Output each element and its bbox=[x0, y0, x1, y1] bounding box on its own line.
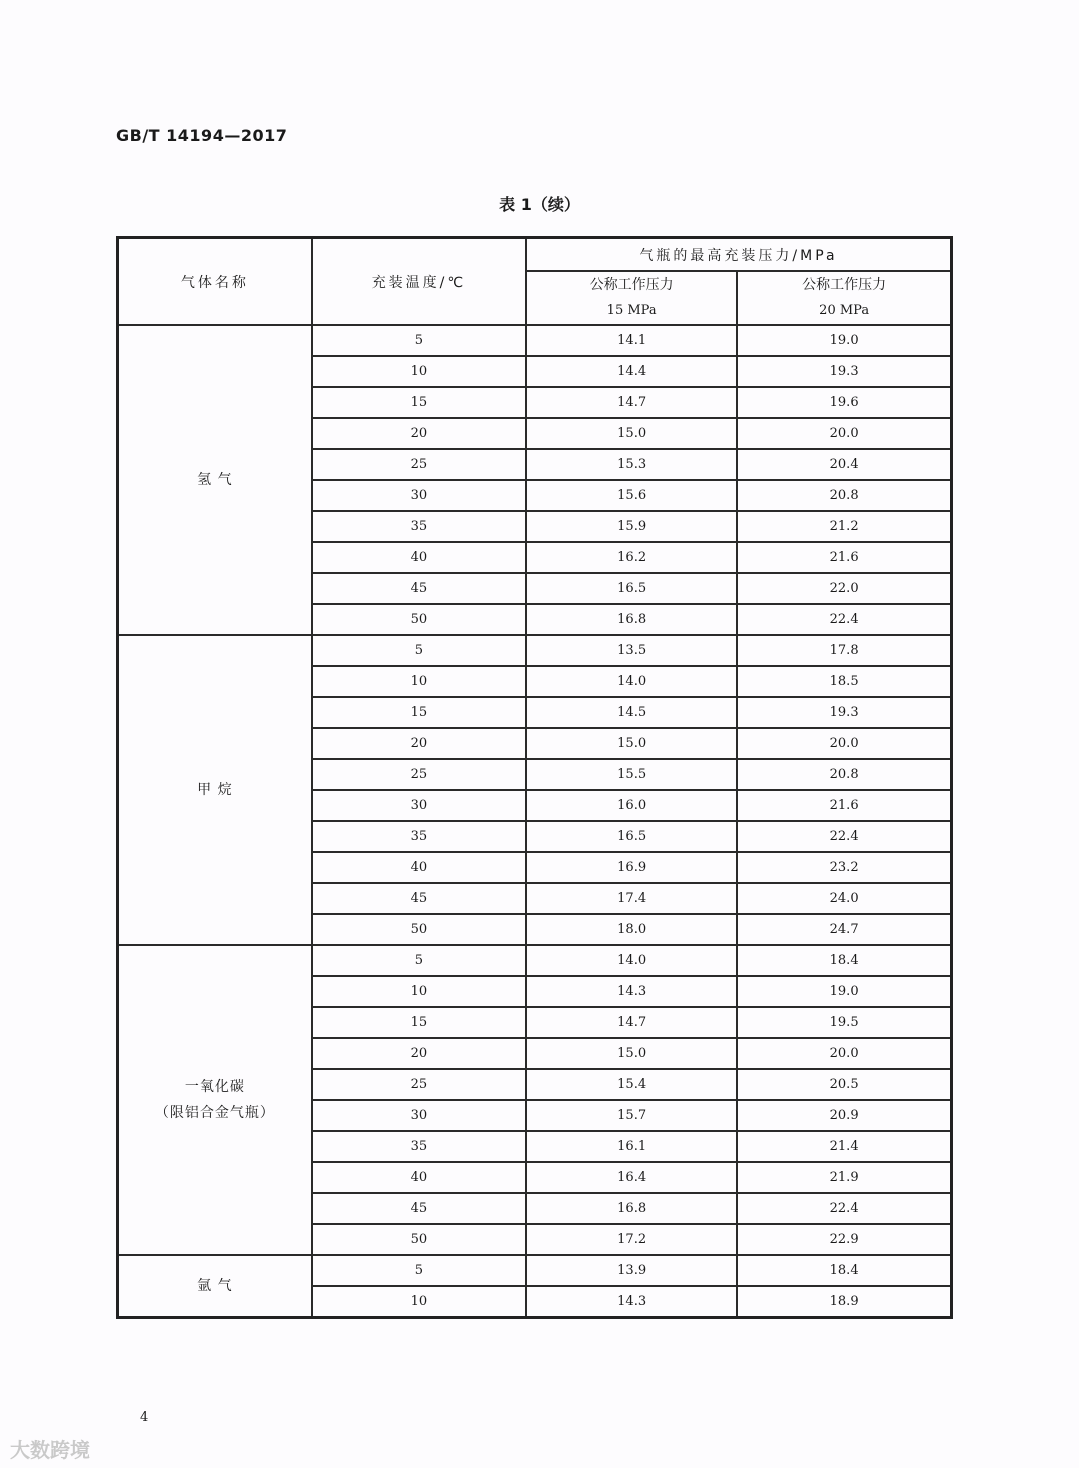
fill-temp-cell: 15 bbox=[312, 1007, 526, 1038]
header-20mpa-unit: 20 MPa bbox=[819, 303, 870, 318]
table-caption: 表 1（续） bbox=[499, 195, 580, 214]
pressure-15mpa-cell: 16.9 bbox=[526, 852, 737, 883]
pressure-15mpa-cell: 16.2 bbox=[526, 542, 737, 573]
fill-temp-cell: 5 bbox=[312, 1255, 526, 1286]
fill-temp-cell: 35 bbox=[312, 821, 526, 852]
pressure-20mpa-cell: 20.5 bbox=[737, 1069, 951, 1100]
pressure-15mpa-cell: 17.2 bbox=[526, 1224, 737, 1255]
fill-temp-cell: 50 bbox=[312, 914, 526, 945]
pressure-20mpa-cell: 20.0 bbox=[737, 728, 951, 759]
pressure-20mpa-cell: 18.9 bbox=[737, 1286, 951, 1318]
fill-temp-cell: 35 bbox=[312, 1131, 526, 1162]
header-20mpa bbox=[737, 271, 951, 325]
fill-temp-cell: 25 bbox=[312, 1069, 526, 1100]
pressure-15mpa-cell: 14.3 bbox=[526, 1286, 737, 1318]
gas-name-cell bbox=[118, 635, 312, 945]
fill-temp-cell: 40 bbox=[312, 1162, 526, 1193]
pressure-15mpa-cell: 15.5 bbox=[526, 759, 737, 790]
gas-name: 氩 气 bbox=[197, 1278, 233, 1294]
table-row bbox=[118, 635, 952, 666]
pressure-15mpa-cell: 15.6 bbox=[526, 480, 737, 511]
pressure-20mpa-cell: 19.6 bbox=[737, 387, 951, 418]
fill-temp-cell: 15 bbox=[312, 697, 526, 728]
pressure-20mpa-cell: 20.4 bbox=[737, 449, 951, 480]
pressure-15mpa-cell: 18.0 bbox=[526, 914, 737, 945]
fill-temp-cell: 20 bbox=[312, 1038, 526, 1069]
watermark-logo: 大数跨境 bbox=[10, 1438, 90, 1462]
pressure-15mpa-cell: 15.0 bbox=[526, 418, 737, 449]
gas-name: 甲 烷 bbox=[197, 782, 233, 798]
pressure-20mpa-cell: 24.0 bbox=[737, 883, 951, 914]
pressure-15mpa-cell: 15.0 bbox=[526, 1038, 737, 1069]
fill-temp-cell: 5 bbox=[312, 945, 526, 976]
fill-temp-cell: 20 bbox=[312, 418, 526, 449]
header-fill-temp: 充装温度/℃ bbox=[312, 238, 526, 326]
fill-temp-cell: 5 bbox=[312, 325, 526, 356]
fill-temp-cell: 30 bbox=[312, 480, 526, 511]
pressure-15mpa-cell: 13.9 bbox=[526, 1255, 737, 1286]
pressure-20mpa-cell: 22.4 bbox=[737, 821, 951, 852]
table-row bbox=[118, 1255, 952, 1286]
pressure-20mpa-cell: 19.3 bbox=[737, 697, 951, 728]
fill-temp-cell: 25 bbox=[312, 449, 526, 480]
pressure-table bbox=[116, 236, 953, 1319]
pressure-20mpa-cell: 21.6 bbox=[737, 790, 951, 821]
pressure-15mpa-cell: 14.0 bbox=[526, 945, 737, 976]
header-15mpa bbox=[526, 271, 737, 325]
fill-temp-cell: 25 bbox=[312, 759, 526, 790]
pressure-20mpa-cell: 19.3 bbox=[737, 356, 951, 387]
pressure-20mpa-cell: 20.9 bbox=[737, 1100, 951, 1131]
gas-name-cell bbox=[118, 945, 312, 1255]
fill-temp-cell: 10 bbox=[312, 1286, 526, 1318]
pressure-15mpa-cell: 14.1 bbox=[526, 325, 737, 356]
pressure-15mpa-cell: 16.8 bbox=[526, 604, 737, 635]
pressure-20mpa-cell: 24.7 bbox=[737, 914, 951, 945]
fill-temp-cell: 5 bbox=[312, 635, 526, 666]
pressure-20mpa-cell: 21.6 bbox=[737, 542, 951, 573]
pressure-20mpa-cell: 17.8 bbox=[737, 635, 951, 666]
pressure-15mpa-cell: 15.0 bbox=[526, 728, 737, 759]
pressure-15mpa-cell: 14.5 bbox=[526, 697, 737, 728]
pressure-20mpa-cell: 20.0 bbox=[737, 418, 951, 449]
page-number: 4 bbox=[140, 1410, 149, 1425]
pressure-20mpa-cell: 19.0 bbox=[737, 976, 951, 1007]
pressure-20mpa-cell: 18.5 bbox=[737, 666, 951, 697]
pressure-15mpa-cell: 17.4 bbox=[526, 883, 737, 914]
pressure-20mpa-cell: 22.9 bbox=[737, 1224, 951, 1255]
fill-temp-cell: 50 bbox=[312, 604, 526, 635]
pressure-15mpa-cell: 14.7 bbox=[526, 1007, 737, 1038]
pressure-15mpa-cell: 16.5 bbox=[526, 573, 737, 604]
gas-name-cell bbox=[118, 1255, 312, 1318]
fill-temp-cell: 40 bbox=[312, 852, 526, 883]
header-20mpa-label: 公称工作压力 bbox=[802, 277, 887, 293]
pressure-20mpa-cell: 20.0 bbox=[737, 1038, 951, 1069]
pressure-15mpa-cell: 14.7 bbox=[526, 387, 737, 418]
pressure-15mpa-cell: 16.4 bbox=[526, 1162, 737, 1193]
header-max-pressure: 气瓶的最高充装压力/MPa bbox=[526, 238, 951, 272]
pressure-15mpa-cell: 14.0 bbox=[526, 666, 737, 697]
pressure-15mpa-cell: 15.7 bbox=[526, 1100, 737, 1131]
pressure-15mpa-cell: 16.5 bbox=[526, 821, 737, 852]
gas-name: 一氧化碳 bbox=[184, 1079, 245, 1095]
header-gas-name: 气体名称 bbox=[118, 238, 312, 326]
pressure-20mpa-cell: 18.4 bbox=[737, 945, 951, 976]
pressure-15mpa-cell: 16.1 bbox=[526, 1131, 737, 1162]
pressure-20mpa-cell: 23.2 bbox=[737, 852, 951, 883]
pressure-20mpa-cell: 22.4 bbox=[737, 1193, 951, 1224]
pressure-15mpa-cell: 13.5 bbox=[526, 635, 737, 666]
pressure-20mpa-cell: 19.5 bbox=[737, 1007, 951, 1038]
pressure-20mpa-cell: 21.9 bbox=[737, 1162, 951, 1193]
pressure-20mpa-cell: 21.4 bbox=[737, 1131, 951, 1162]
header-15mpa-label: 公称工作压力 bbox=[589, 277, 674, 293]
fill-temp-cell: 40 bbox=[312, 542, 526, 573]
fill-temp-cell: 50 bbox=[312, 1224, 526, 1255]
gas-name-cell bbox=[118, 325, 312, 635]
pressure-15mpa-cell: 14.4 bbox=[526, 356, 737, 387]
pressure-20mpa-cell: 19.0 bbox=[737, 325, 951, 356]
fill-temp-cell: 20 bbox=[312, 728, 526, 759]
pressure-15mpa-cell: 15.9 bbox=[526, 511, 737, 542]
pressure-15mpa-cell: 16.8 bbox=[526, 1193, 737, 1224]
fill-temp-cell: 15 bbox=[312, 387, 526, 418]
pressure-20mpa-cell: 21.2 bbox=[737, 511, 951, 542]
fill-temp-cell: 10 bbox=[312, 976, 526, 1007]
fill-temp-cell: 45 bbox=[312, 1193, 526, 1224]
gas-name: （限铝合金气瓶） bbox=[154, 1105, 275, 1121]
pressure-20mpa-cell: 20.8 bbox=[737, 480, 951, 511]
fill-temp-cell: 35 bbox=[312, 511, 526, 542]
table-row bbox=[118, 945, 952, 976]
pressure-15mpa-cell: 16.0 bbox=[526, 790, 737, 821]
gas-name: 氢 气 bbox=[197, 472, 233, 488]
fill-temp-cell: 45 bbox=[312, 883, 526, 914]
pressure-15mpa-cell: 15.3 bbox=[526, 449, 737, 480]
pressure-20mpa-cell: 18.4 bbox=[737, 1255, 951, 1286]
fill-temp-cell: 30 bbox=[312, 790, 526, 821]
standard-code: GB/T 14194—2017 bbox=[116, 126, 288, 145]
table-row bbox=[118, 325, 952, 356]
fill-temp-cell: 10 bbox=[312, 356, 526, 387]
header-15mpa-unit: 15 MPa bbox=[606, 303, 657, 318]
pressure-15mpa-cell: 14.3 bbox=[526, 976, 737, 1007]
pressure-20mpa-cell: 22.4 bbox=[737, 604, 951, 635]
fill-temp-cell: 45 bbox=[312, 573, 526, 604]
pressure-20mpa-cell: 20.8 bbox=[737, 759, 951, 790]
fill-temp-cell: 30 bbox=[312, 1100, 526, 1131]
pressure-20mpa-cell: 22.0 bbox=[737, 573, 951, 604]
fill-temp-cell: 10 bbox=[312, 666, 526, 697]
pressure-15mpa-cell: 15.4 bbox=[526, 1069, 737, 1100]
